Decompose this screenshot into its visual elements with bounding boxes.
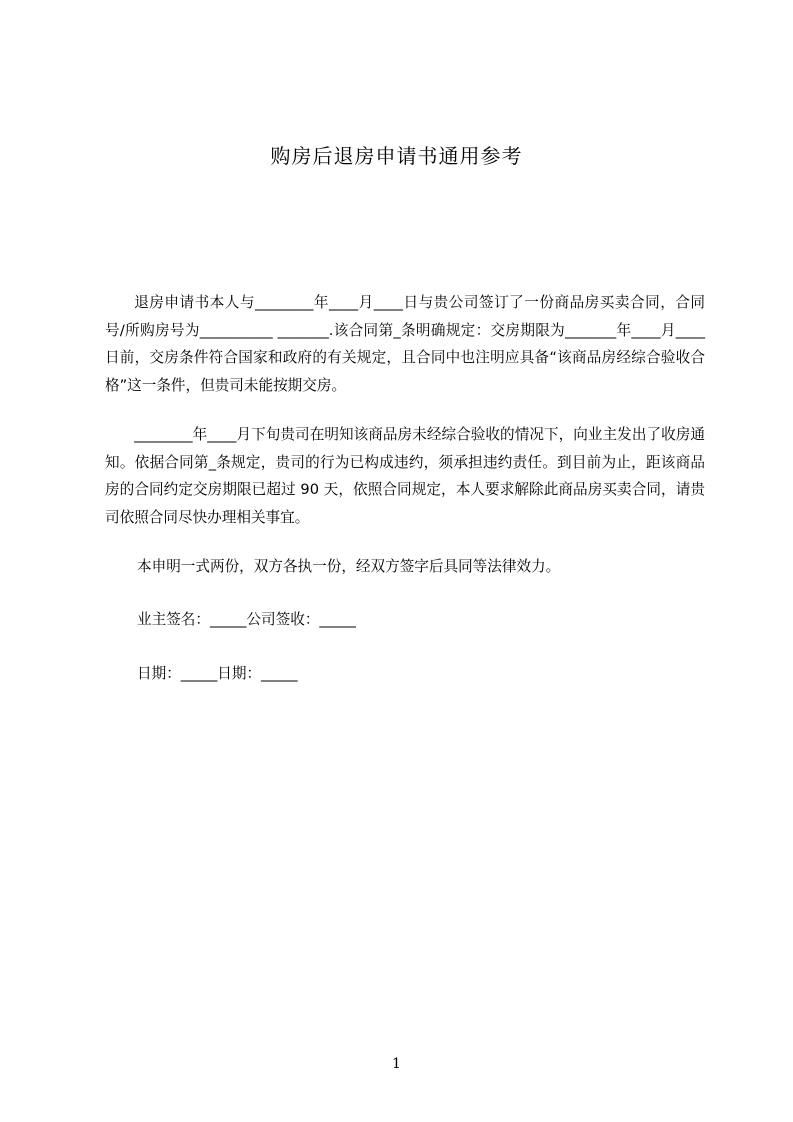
- body-paragraph-breach-notice: ________年____月下旬贵司在明知该商品房未经综合验收的情况下，向业主发出了收房通知。依据合同第_条规定，贵司的行为已构成违约，须承担违约责任。到目前为止，距该商品房的合同约定交房期限已超过 90 天，依照合同规定，本人要求解除此商品房买卖合同，请贵司依照合同尽快办理相关事宜。: [105, 426, 705, 526]
- body-paragraph-validity-statement: 本申明一式两份，双方各执一份，经双方签字后具同等法律效力。: [137, 558, 561, 575]
- body-paragraph-refund-request: 退房申请书本人与________年____月____日与贵公司签订了一份商品房买卖合同，合同号/所购房号为__________ _______.该合同第_条明确规定：交房期限为_______年____月____日前，交房条件符合国家和政府的有关规定，且合同中也注明应具备“该商品房经综合验收合格”这一条件，但贵司未能按期交房。: [105, 294, 705, 394]
- document-title: 购房后退房申请书通用参考: [270, 144, 523, 168]
- page-number: 1: [392, 1056, 401, 1072]
- signature-line: 业主签名：_____公司签收：_____: [137, 611, 356, 628]
- date-line: 日期：_____日期：_____: [137, 665, 298, 682]
